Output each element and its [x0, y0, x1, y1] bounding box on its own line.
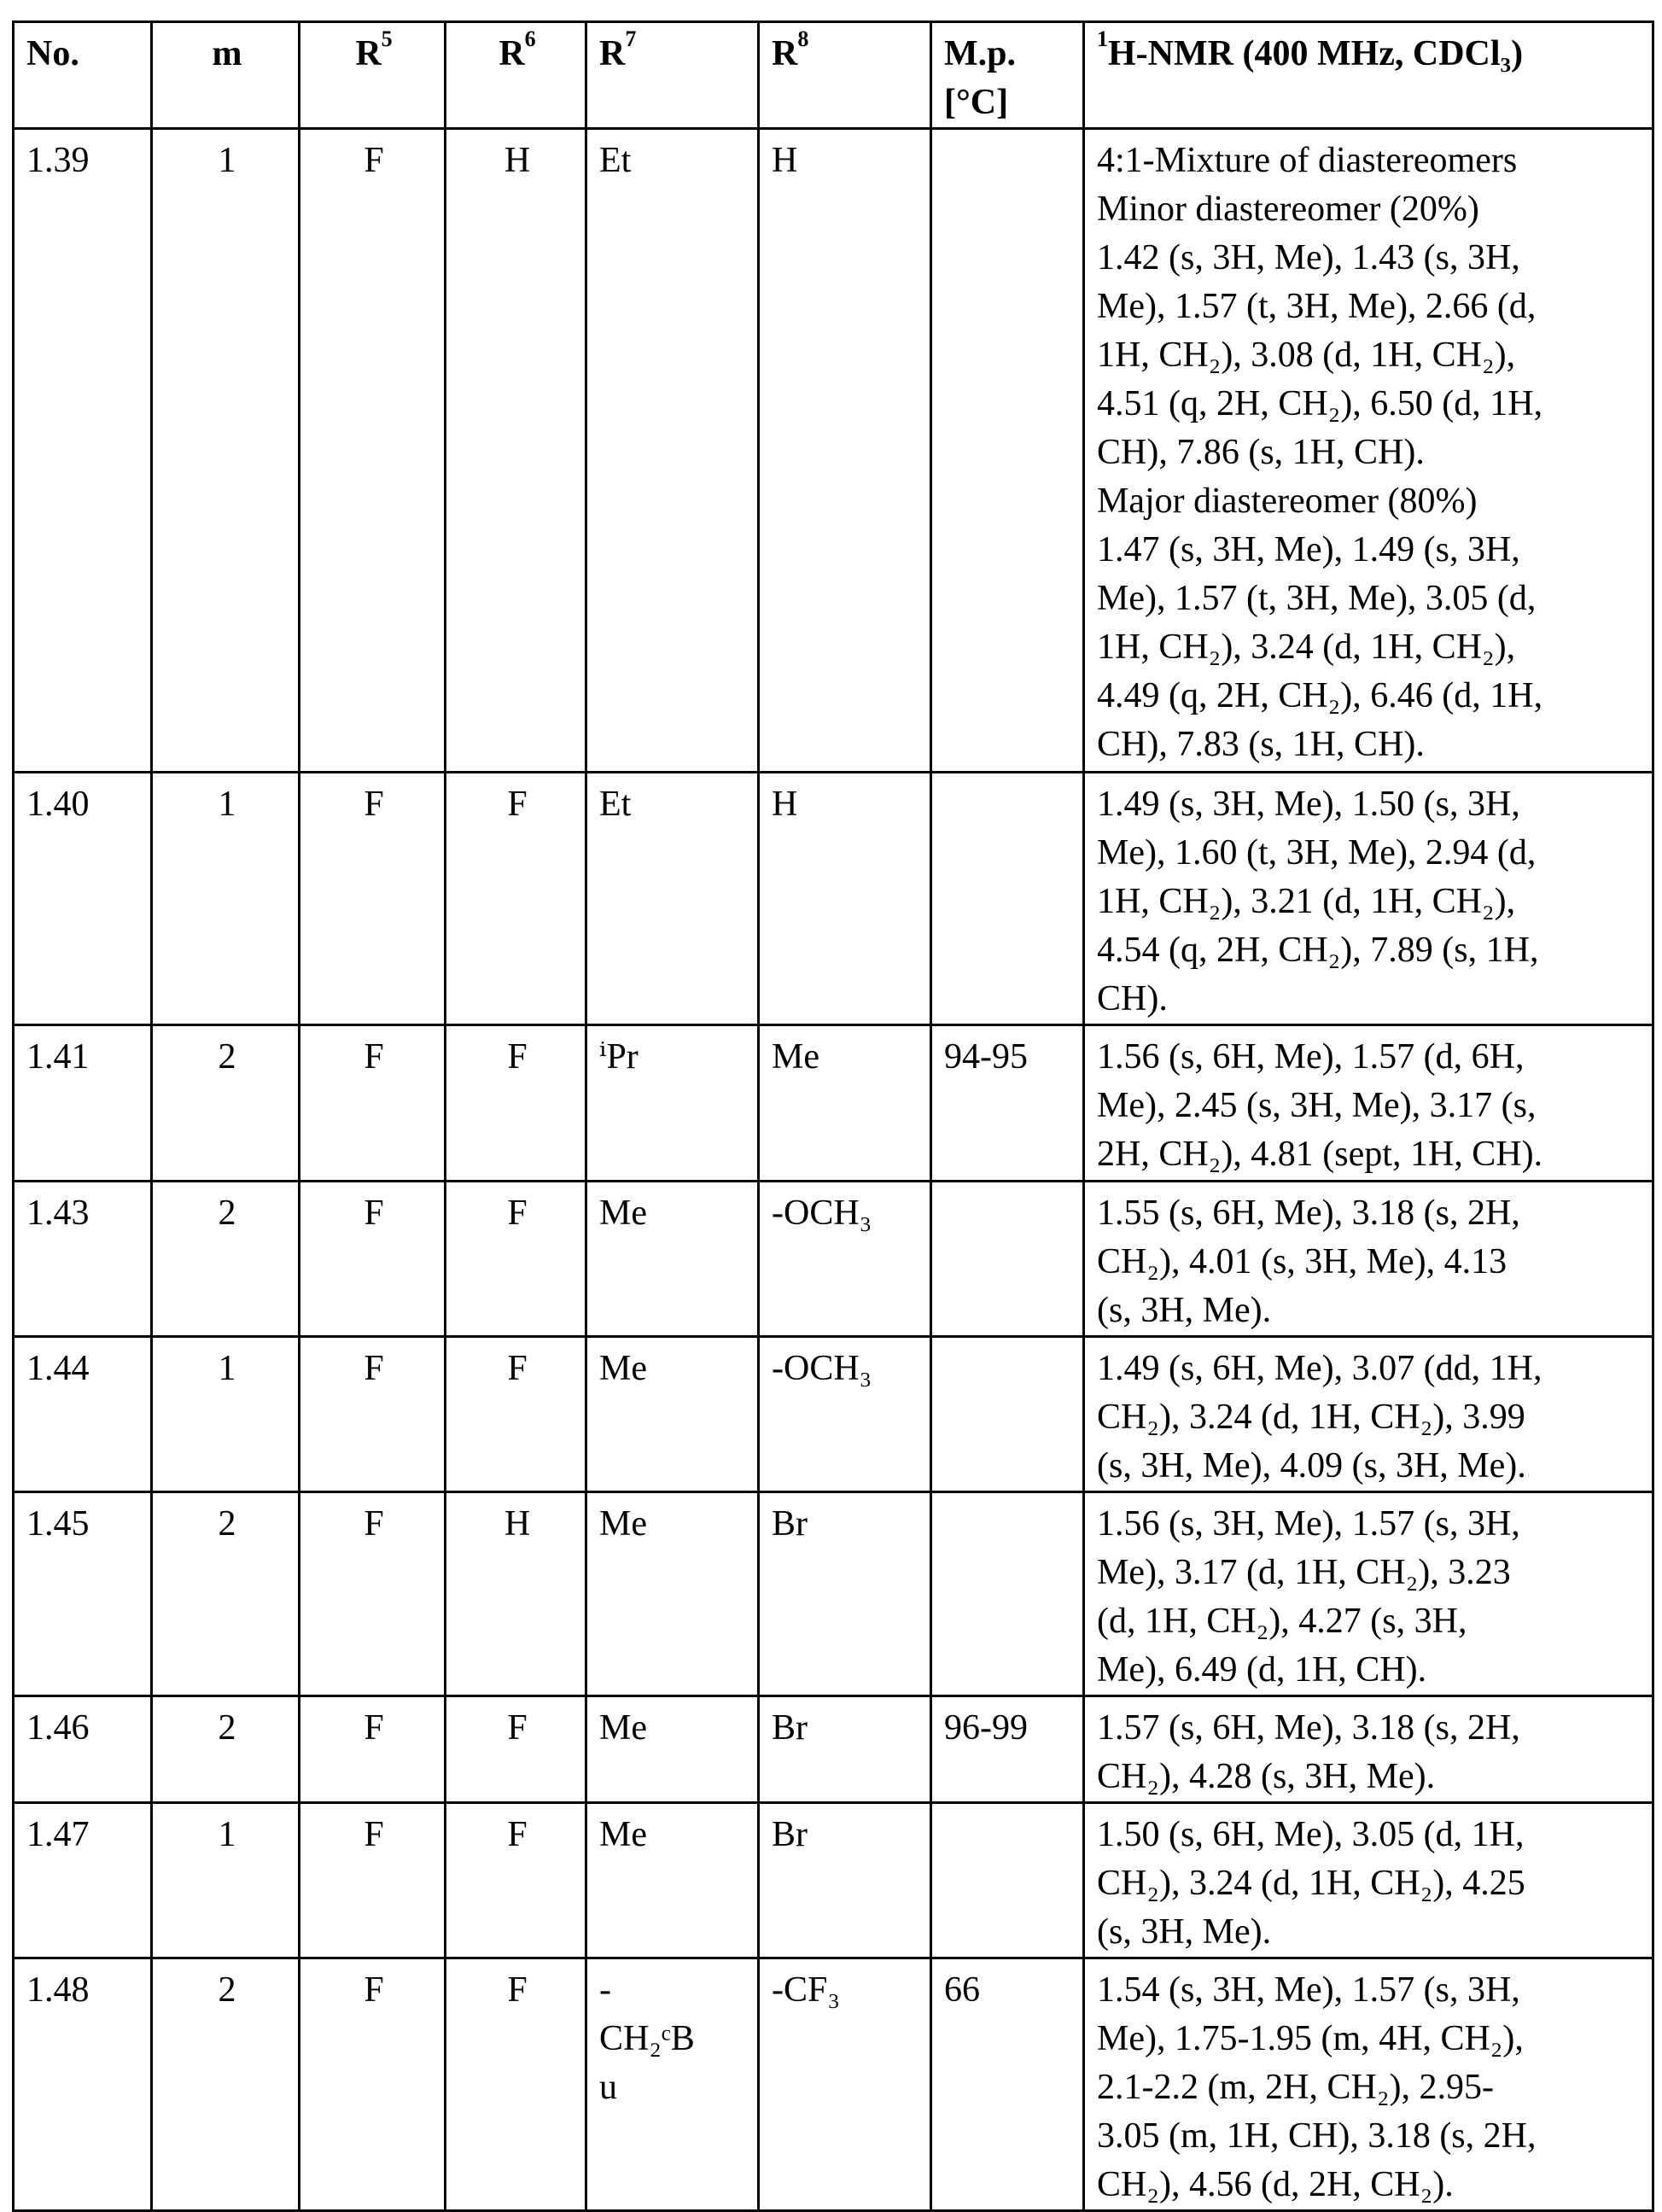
cell-mp: 96-99 — [931, 1696, 1084, 1803]
header-mp — [931, 22, 1084, 129]
cell-r5: F — [300, 1182, 446, 1337]
cell-no: 1.43 — [14, 1182, 152, 1337]
cell-mp: 66 — [931, 1958, 1084, 2211]
cell-r8: Br — [759, 1696, 931, 1803]
compound-nmr-table — [12, 20, 1654, 2212]
r7-line: Me — [599, 1345, 749, 1393]
cell-r6: H — [446, 129, 586, 773]
cell-r6: F — [446, 1696, 586, 1803]
cell-r6: F — [446, 1025, 586, 1182]
cell-r7 — [586, 1492, 759, 1696]
r7-line: - — [599, 1966, 749, 2015]
r7-line: Et — [599, 137, 749, 185]
cell-r8: Br — [759, 1803, 931, 1958]
cell-nmr — [1084, 1492, 1653, 1696]
header-r6-base: R — [499, 34, 524, 73]
cell-mp — [931, 1803, 1084, 1958]
nmr-line: 4:1-Mixture of diastereomers — [1097, 137, 1643, 185]
header-r8-base: R — [772, 34, 797, 73]
nmr-line: 1.50 (s, 6H, Me), 3.05 (d, 1H, — [1097, 1811, 1643, 1859]
cell-r7 — [586, 1025, 759, 1182]
cell-r7 — [586, 129, 759, 773]
cell-r6: F — [446, 1803, 586, 1958]
cell-no: 1.39 — [14, 129, 152, 773]
r7-line: Me — [599, 1189, 749, 1238]
cell-no: 1.44 — [14, 1337, 152, 1492]
nmr-line: 4.54 (q, 2H, CH₂), 7.89 (s, 1H, — [1097, 926, 1643, 975]
nmr-line: CH₂), 4.56 (d, 2H, CH₂). — [1097, 2161, 1643, 2209]
cell-r8: Me — [759, 1025, 931, 1182]
r7-line: Et — [599, 780, 749, 829]
header-mp-unit: [°C] — [944, 79, 1074, 127]
r7-line: Me — [599, 1811, 749, 1859]
header-r7 — [586, 22, 759, 129]
cell-nmr — [1084, 1182, 1653, 1337]
cell-no: 1.45 — [14, 1492, 152, 1696]
cell-nmr — [1084, 1337, 1653, 1492]
cell-mp — [931, 1337, 1084, 1492]
nmr-line: Major diastereomer (80%) — [1097, 477, 1643, 526]
nmr-line: (d, 1H, CH₂), 4.27 (s, 3H, — [1097, 1597, 1643, 1646]
nmr-line: CH₂), 4.01 (s, 3H, Me), 4.13 — [1097, 1238, 1643, 1287]
header-r8-sup: 8 — [797, 26, 808, 51]
cell-r5: F — [300, 1696, 446, 1803]
nmr-line: Me), 6.49 (d, 1H, CH). — [1097, 1646, 1643, 1695]
cell-r5: F — [300, 1492, 446, 1696]
nmr-line: 1.56 (s, 3H, Me), 1.57 (s, 3H, — [1097, 1500, 1643, 1549]
nmr-line: 1H, CH₂), 3.21 (d, 1H, CH₂), — [1097, 878, 1643, 926]
header-r8 — [759, 22, 931, 129]
header-r5 — [300, 22, 446, 129]
cell-r6: F — [446, 1958, 586, 2211]
table-row — [14, 1492, 1653, 1696]
cell-no: 1.47 — [14, 1803, 152, 1958]
header-mp-line: M.p. — [944, 30, 1074, 79]
cell-r6: F — [446, 1182, 586, 1337]
cell-r8: -CF₃ — [759, 1958, 931, 2211]
nmr-line: CH₂), 4.28 (s, 3H, Me). — [1097, 1753, 1643, 1801]
cell-nmr — [1084, 773, 1653, 1025]
cell-m: 1 — [152, 1337, 300, 1492]
nmr-line: Minor diastereomer (20%) — [1097, 185, 1643, 234]
nmr-line: 1H, CH₂), 3.24 (d, 1H, CH₂), — [1097, 623, 1643, 672]
nmr-line: 4.49 (q, 2H, CH₂), 6.46 (d, 1H, — [1097, 672, 1643, 721]
nmr-line: 1.42 (s, 3H, Me), 1.43 (s, 3H, — [1097, 234, 1643, 283]
header-no: No. — [14, 22, 152, 129]
table-row — [14, 1337, 1653, 1492]
cell-m: 1 — [152, 129, 300, 773]
table-row — [14, 1182, 1653, 1337]
cell-r8: H — [759, 773, 931, 1025]
cell-m: 2 — [152, 1025, 300, 1182]
cell-r5: F — [300, 773, 446, 1025]
cell-r6: F — [446, 773, 586, 1025]
table-row — [14, 1696, 1653, 1803]
cell-nmr — [1084, 1696, 1653, 1803]
cell-r7 — [586, 1803, 759, 1958]
cell-nmr — [1084, 129, 1653, 773]
cell-no: 1.48 — [14, 1958, 152, 2211]
cell-no: 1.40 — [14, 773, 152, 1025]
header-r5-base: R — [355, 34, 381, 73]
nmr-line: 1.49 (s, 6H, Me), 3.07 (dd, 1H, — [1097, 1345, 1643, 1393]
header-nmr — [1084, 22, 1653, 129]
nmr-line: CH), 7.86 (s, 1H, CH). — [1097, 429, 1643, 477]
cell-no: 1.46 — [14, 1696, 152, 1803]
cell-m: 2 — [152, 1696, 300, 1803]
nmr-line: 2.1-2.2 (m, 2H, CH₂), 2.95- — [1097, 2063, 1643, 2112]
cell-r8: Br — [759, 1492, 931, 1696]
table-row — [14, 1958, 1653, 2211]
cell-r7 — [586, 773, 759, 1025]
header-row — [14, 22, 1653, 129]
cell-nmr — [1084, 1025, 1653, 1182]
nmr-line: CH₂), 3.24 (d, 1H, CH₂), 4.25 — [1097, 1859, 1643, 1908]
header-r6 — [446, 22, 586, 129]
nmr-line: (s, 3H, Me), 4.09 (s, 3H, Me). — [1097, 1442, 1643, 1491]
cell-m: 2 — [152, 1182, 300, 1337]
header-nmr-sup: 1 — [1097, 26, 1108, 51]
cell-nmr — [1084, 1958, 1653, 2211]
nmr-line: 1.57 (s, 6H, Me), 3.18 (s, 2H, — [1097, 1704, 1643, 1753]
r7-line: ⁱPr — [599, 1033, 749, 1082]
cell-nmr — [1084, 1803, 1653, 1958]
cell-mp: 94-95 — [931, 1025, 1084, 1182]
nmr-line: 1.47 (s, 3H, Me), 1.49 (s, 3H, — [1097, 526, 1643, 575]
nmr-line: 1.49 (s, 3H, Me), 1.50 (s, 3H, — [1097, 780, 1643, 829]
r7-line: Me — [599, 1704, 749, 1753]
table-body — [14, 129, 1653, 2211]
r7-line: CH₂ᶜB — [599, 2015, 749, 2063]
cell-r7 — [586, 1182, 759, 1337]
cell-m: 1 — [152, 773, 300, 1025]
cell-mp — [931, 773, 1084, 1025]
table-row — [14, 1803, 1653, 1958]
nmr-line: Me), 1.60 (t, 3H, Me), 2.94 (d, — [1097, 829, 1643, 878]
nmr-line: 1.55 (s, 6H, Me), 3.18 (s, 2H, — [1097, 1189, 1643, 1238]
nmr-line: Me), 3.17 (d, 1H, CH₂), 3.23 — [1097, 1549, 1643, 1597]
nmr-line: (s, 3H, Me). — [1097, 1287, 1643, 1335]
cell-m: 1 — [152, 1803, 300, 1958]
cell-r5: F — [300, 1337, 446, 1492]
cell-r7 — [586, 1696, 759, 1803]
nmr-line: 1.56 (s, 6H, Me), 1.57 (d, 6H, — [1097, 1033, 1643, 1082]
header-m: m — [152, 22, 300, 129]
table-row — [14, 773, 1653, 1025]
cell-mp — [931, 1492, 1084, 1696]
table-row — [14, 129, 1653, 773]
header-nmr-base: H-NMR (400 MHz, CDCl₃) — [1108, 34, 1523, 73]
r7-line: Me — [599, 1500, 749, 1549]
nmr-line: Me), 1.57 (t, 3H, Me), 2.66 (d, — [1097, 283, 1643, 331]
header-r7-sup: 7 — [625, 26, 636, 51]
cell-r5: F — [300, 1958, 446, 2211]
nmr-line: 2H, CH₂), 4.81 (sept, 1H, CH). — [1097, 1130, 1643, 1179]
cell-r5: F — [300, 129, 446, 773]
cell-r8: -OCH₃ — [759, 1182, 931, 1337]
nmr-line: Me), 2.45 (s, 3H, Me), 3.17 (s, — [1097, 1082, 1643, 1130]
nmr-line: CH). — [1097, 975, 1643, 1024]
cell-r6: H — [446, 1492, 586, 1696]
cell-no: 1.41 — [14, 1025, 152, 1182]
r7-line: u — [599, 2063, 749, 2112]
header-r6-sup: 6 — [525, 26, 536, 51]
cell-r7 — [586, 1958, 759, 2211]
nmr-line: CH₂), 3.24 (d, 1H, CH₂), 3.99 — [1097, 1393, 1643, 1442]
cell-r5: F — [300, 1803, 446, 1958]
nmr-line: (s, 3H, Me). — [1097, 1908, 1643, 1957]
header-r5-sup: 5 — [382, 26, 393, 51]
nmr-line: CH), 7.83 (s, 1H, CH). — [1097, 721, 1643, 769]
nmr-line: Me), 1.75-1.95 (m, 4H, CH₂), — [1097, 2015, 1643, 2063]
cell-r5: F — [300, 1025, 446, 1182]
nmr-line: Me), 1.57 (t, 3H, Me), 3.05 (d, — [1097, 575, 1643, 623]
cell-r6: F — [446, 1337, 586, 1492]
cell-mp — [931, 129, 1084, 773]
cell-r8: H — [759, 129, 931, 773]
table-row — [14, 1025, 1653, 1182]
cell-r8: -OCH₃ — [759, 1337, 931, 1492]
cell-m: 2 — [152, 1492, 300, 1696]
cell-m: 2 — [152, 1958, 300, 2211]
nmr-line: 1H, CH₂), 3.08 (d, 1H, CH₂), — [1097, 331, 1643, 380]
cell-r7 — [586, 1337, 759, 1492]
cell-mp — [931, 1182, 1084, 1337]
nmr-line: 1.54 (s, 3H, Me), 1.57 (s, 3H, — [1097, 1966, 1643, 2015]
nmr-line: 3.05 (m, 1H, CH), 3.18 (s, 2H, — [1097, 2112, 1643, 2161]
header-r7-base: R — [599, 34, 625, 73]
nmr-line: 4.51 (q, 2H, CH₂), 6.50 (d, 1H, — [1097, 380, 1643, 429]
